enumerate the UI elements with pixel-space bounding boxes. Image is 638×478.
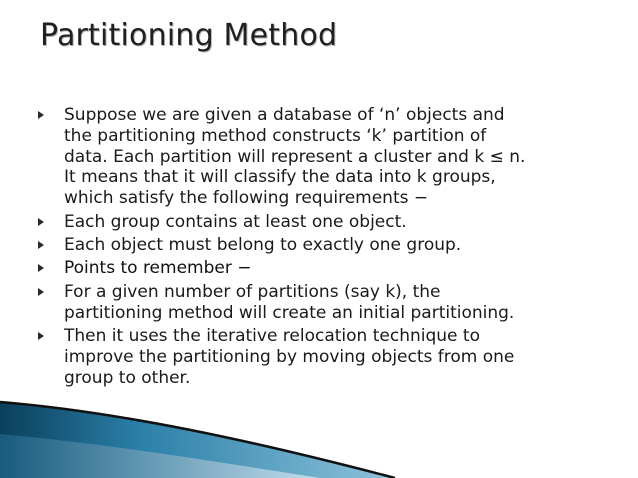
decorative-swoosh xyxy=(0,378,638,478)
bullet-line: Each group contains at least one object. xyxy=(64,211,407,232)
bullet-line: It means that it will classify the data into k groups, xyxy=(64,167,496,188)
triangle-right-icon xyxy=(38,111,44,119)
bullet-line: group to other. xyxy=(64,367,191,388)
bullet-line: which satisfy the following requirements − xyxy=(64,188,429,209)
bullet-item xyxy=(38,105,628,209)
bullet-line: Each object must belong to exactly one group. xyxy=(64,234,462,255)
bullet-line: Then it uses the iterative relocation technique to xyxy=(64,325,480,346)
bullet-item xyxy=(38,235,628,256)
bullet-line: the partitioning method constructs ‘k’ partition of xyxy=(64,125,487,146)
bullet-line: For a given number of partitions (say k), the xyxy=(64,281,441,302)
bullet-text xyxy=(64,258,251,278)
bullet-item xyxy=(38,282,628,324)
bullet-text xyxy=(64,212,407,232)
bullet-text xyxy=(64,235,461,255)
bullet-line: improve the partitioning by moving objects from one xyxy=(64,346,515,367)
triangle-right-icon xyxy=(38,218,44,226)
bullet-line: partitioning method will create an initial partitioning. xyxy=(64,302,515,323)
triangle-right-icon xyxy=(38,288,44,296)
triangle-right-icon xyxy=(38,241,44,249)
slide-title: Partitioning Method xyxy=(40,18,338,53)
triangle-right-icon xyxy=(38,264,44,272)
bullet-text xyxy=(64,282,514,323)
bullet-line: Points to remember − xyxy=(64,258,252,279)
bullet-line: data. Each partition will represent a cluster and k ≤ n. xyxy=(64,146,526,167)
bullet-item xyxy=(38,212,628,233)
triangle-right-icon xyxy=(38,332,44,340)
bullet-text xyxy=(64,105,525,208)
bullet-list xyxy=(38,105,628,391)
bullet-item xyxy=(38,258,628,279)
bullet-line: Suppose we are given a database of ‘n’ objects and xyxy=(64,105,505,125)
